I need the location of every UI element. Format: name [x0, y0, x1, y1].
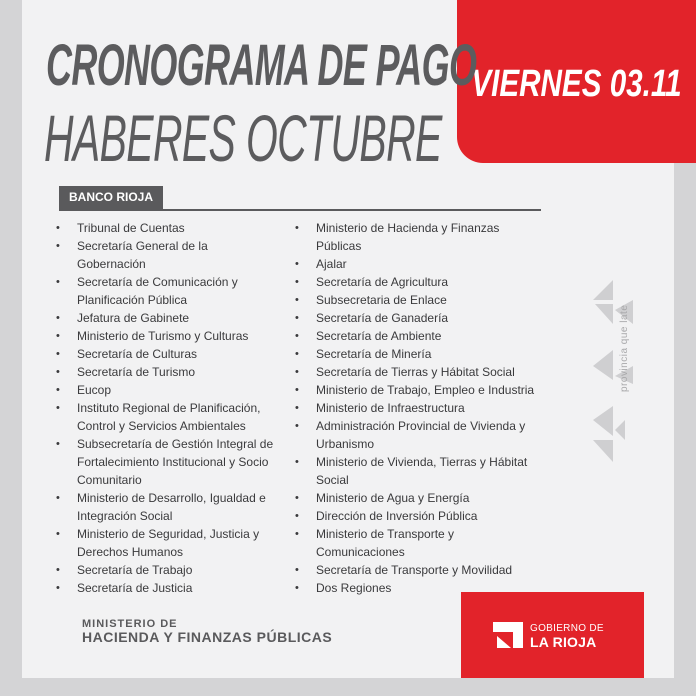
organism-list-right [295, 219, 535, 597]
ministry-line-1: MINISTERIO DE [82, 618, 178, 630]
bullet-icon: • [295, 456, 299, 468]
list-item: • Ministerio de Desarrollo, Igualdad e Integración Social [56, 491, 266, 523]
bullet-icon: • [56, 312, 60, 324]
bullet-icon: • [295, 348, 299, 360]
government-label: GOBIERNO DE [530, 623, 604, 634]
brand-tagline: provincia que late [619, 304, 630, 392]
list-item: • Secretaría de Comunicación y Planificación Pública [56, 275, 238, 307]
list-item: • Ministerio de Turismo y Culturas [56, 329, 249, 343]
bullet-icon: • [56, 276, 60, 288]
list-item: • Ministerio de Seguridad, Justicia y Derechos Humanos [56, 527, 260, 559]
bullet-icon: • [56, 240, 60, 252]
list-item: • Ministerio de Hacienda y Finanzas Públicas [295, 221, 500, 253]
bullet-icon: • [56, 402, 60, 414]
ministry-line-2: HACIENDA Y FINANZAS PÚBLICAS [82, 629, 333, 645]
bullet-icon: • [295, 258, 299, 270]
list-item: • Secretaría de Turismo [56, 365, 196, 379]
payment-date: VIERNES 03.11 [471, 63, 682, 105]
bullet-icon: • [295, 420, 299, 432]
list-item: • Jefatura de Gabinete [56, 311, 190, 325]
list-item: • Ministerio de Agua y Energía [295, 491, 470, 505]
list-item: • Secretaría de Minería [295, 347, 432, 361]
bullet-icon: • [295, 222, 299, 234]
list-item: • Ajalar [295, 257, 347, 271]
bullet-icon: • [295, 312, 299, 324]
list-item: • Ministerio de Infraestructura [295, 401, 465, 415]
page-subtitle: HABERES OCTUBRE [44, 101, 442, 175]
bullet-icon: • [56, 582, 60, 594]
province-label: LA RIOJA [530, 634, 597, 650]
bullet-icon: • [295, 402, 299, 414]
list-item: • Secretaría de Tierras y Hábitat Social [295, 365, 515, 379]
bullet-icon: • [56, 366, 60, 378]
list-item: • Subsecretaria de Enlace [295, 293, 447, 307]
bullet-icon: • [56, 222, 60, 234]
bullet-icon: • [295, 330, 299, 342]
organism-list-left [56, 219, 276, 597]
bullet-icon: • [56, 330, 60, 342]
list-item: • Secretaría de Trabajo [56, 563, 193, 577]
page-title: CRONOGRAMA DE PAGO [46, 33, 477, 98]
list-item: • Tribunal de Cuentas [56, 221, 185, 235]
government-logo-box [461, 592, 644, 678]
bullet-icon: • [295, 564, 299, 576]
bullet-icon: • [295, 366, 299, 378]
list-item: • Instituto Regional de Planificación, Control y Servicios Ambientales [56, 401, 261, 433]
bank-divider [59, 209, 541, 211]
bullet-icon: • [295, 294, 299, 306]
bullet-icon: • [295, 276, 299, 288]
list-item: • Secretaría de Justicia [56, 581, 193, 595]
list-item: • Ministerio de Trabajo, Empleo e Industria [295, 383, 535, 397]
bullet-icon: • [295, 384, 299, 396]
list-item: • Secretaría General de la Gobernación [56, 239, 208, 271]
date-banner [457, 0, 696, 163]
list-item: • Secretaría de Agricultura [295, 275, 449, 289]
bullet-icon: • [56, 438, 60, 450]
bullet-icon: • [295, 492, 299, 504]
list-item: • Secretaría de Ganadería [295, 311, 449, 325]
bullet-icon: • [295, 510, 299, 522]
list-item: • Secretaría de Culturas [56, 347, 198, 361]
list-item: • Dirección de Inversión Pública [295, 509, 478, 523]
list-item: • Subsecretaría de Gestión Integral de Fortalecimiento Institucional y Socio Comunitario [56, 437, 274, 487]
list-item: • Ministerio de Transporte y Comunicaciones [295, 527, 455, 559]
list-item: • Administración Provincial de Vivienda y Urbanismo [295, 419, 526, 451]
list-item: • Eucop [56, 383, 112, 397]
bullet-icon: • [56, 492, 60, 504]
list-item: • Secretaría de Ambiente [295, 329, 442, 343]
list-item: • Ministerio de Vivienda, Tierras y Hábitat Social [295, 455, 528, 487]
bank-label: BANCO RIOJA [59, 186, 163, 209]
list-item: • Dos Regiones [295, 581, 392, 595]
bullet-icon: • [56, 528, 60, 540]
bullet-icon: • [295, 528, 299, 540]
bullet-icon: • [295, 582, 299, 594]
bullet-icon: • [56, 564, 60, 576]
bullet-icon: • [56, 384, 60, 396]
list-item: • Secretaría de Transporte y Movilidad [295, 563, 513, 577]
la-rioja-logo-icon [493, 622, 523, 648]
bullet-icon: • [56, 348, 60, 360]
